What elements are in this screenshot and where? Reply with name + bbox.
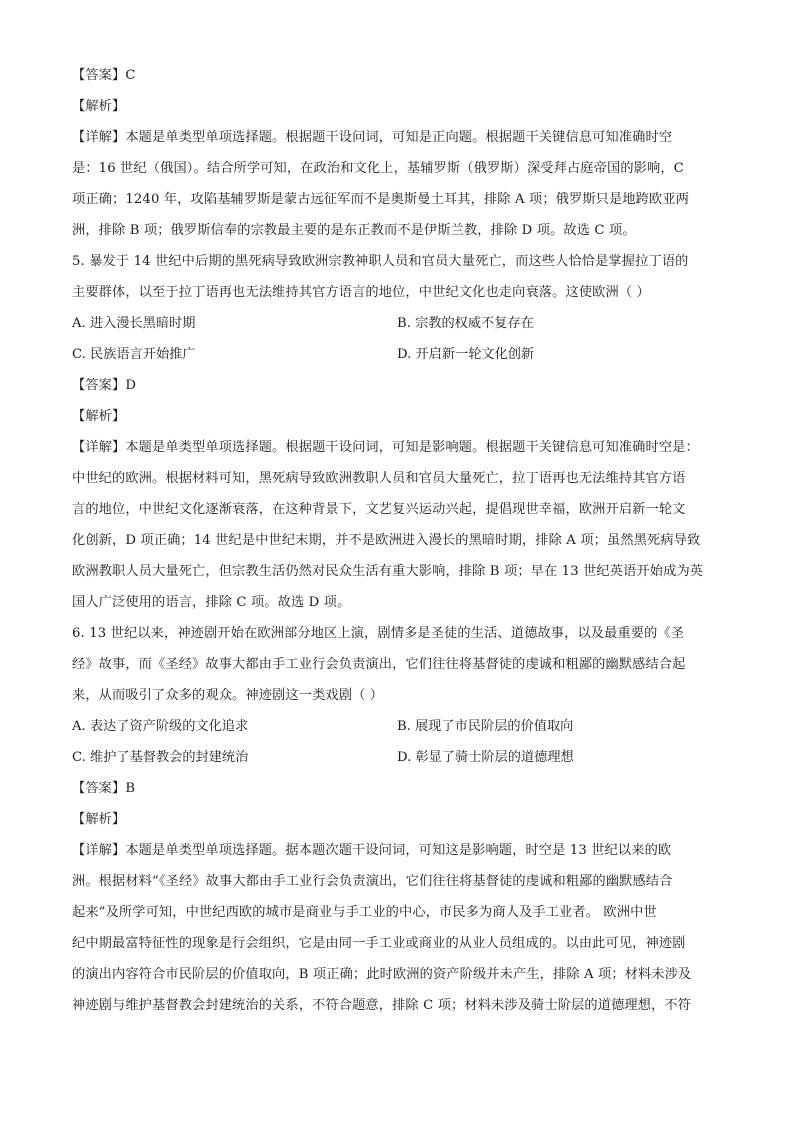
q6-detail-line: 的演出内容符合市民阶层的价值取向，B 项正确；此时欧洲的资产阶级并未产生，排除 A 项；材料未涉及 <box>72 967 692 982</box>
q5-options-row-2 <box>72 339 722 370</box>
q6-analysis-label: 【解析】 <box>72 812 126 827</box>
q4-detail-line: 项正确；1240 年，攻陷基辅罗斯是蒙古远征军而不是奥斯曼土耳其，排除 A 项；俄罗斯只是地跨欧亚两 <box>72 192 690 207</box>
q4-detail-line: 是：16 世纪（俄国）。结合所学可知，在政治和文化上，基辅罗斯（俄罗斯）深受拜占庭帝国的影响，C <box>72 161 684 176</box>
q6-detail-line: 纪中期最富特征性的现象是行会组织，它是由同一手工业或商业的从业人员组成的。以由此可见，神迹剧 <box>72 936 686 951</box>
q4-analysis-label: 【解析】 <box>72 99 126 114</box>
q6-detail-line: 【详解】本题是单类型单项选择题。据本题次题干设问词，可知这是影响题，时空是 13 世纪以来的欧 <box>72 843 672 858</box>
q6-stem-line: 6. 13 世纪以来，神迹剧开始在欧洲部分地区上演，剧情多是圣徒的生活、道德故事，以及最重要的《圣 <box>72 626 685 641</box>
q5-detail-line: 【详解】本题是单类型单项选择题。根据题干设问词，可知是影响题。根据题干关键信息可知准确时空是： <box>72 440 699 455</box>
q5-answer: 【答案】D <box>72 378 137 393</box>
q6-option-c: C. 维护了基督教会的封建统治 <box>72 750 249 765</box>
q5-options-row-1 <box>72 308 722 339</box>
q6-option-d: D. 彰显了骑士阶层的道德理想 <box>397 750 574 765</box>
q6-stem-line: 来，从而吸引了众多的观众。神迹剧这一类戏剧（ ） <box>72 688 384 703</box>
q4-detail-line: 【详解】本题是单类型单项选择题。根据题干设问词，可知是正向题。根据题干关键信息可知准确时空 <box>72 130 673 145</box>
q5-detail-line: 言的地位，中世纪文化逐渐衰落，在这种背景下，文艺复兴运动兴起，提倡现世幸福，欧洲开启新一轮文 <box>72 502 686 517</box>
q6-detail-line: 神迹剧与维护基督教会封建统治的关系，不符合题意，排除 C 项；材料未涉及骑士阶层的道德理想，不符 <box>72 998 692 1013</box>
q5-option-c: C. 民族语言开始推广 <box>72 347 196 362</box>
q6-option-b: B. 展现了市民阶层的价值取向 <box>397 719 574 734</box>
q6-option-a: A. 表达了资产阶级的文化追求 <box>72 719 249 734</box>
q6-options-row-1 <box>72 711 722 742</box>
q4-detail-line: 洲，排除 B 项；俄罗斯信奉的宗教最主要的是东正教而不是伊斯兰教，排除 D 项。故选 C 项。 <box>72 223 636 238</box>
q6-stem-line: 经》故事，而《圣经》故事大都由手工业行会负责演出，它们往往将基督徒的虔诚和粗鄙的幽默感结合起 <box>72 657 686 672</box>
q4-answer: 【答案】C <box>72 68 136 83</box>
exam-answer-page <box>72 60 722 1021</box>
q6-detail-line: 洲。根据材料“《圣经》故事大都由手工业行会负责演出，它们往往将基督徒的虔诚和粗鄙的幽默感结合 <box>72 874 673 889</box>
q5-detail-line: 中世纪的欧洲。根据材料可知，黑死病导致欧洲教职人员和官员大量死亡，拉丁语再也无法维持其官方语 <box>72 471 686 486</box>
q5-option-b: B. 宗教的权威不复存在 <box>397 316 534 331</box>
q5-option-d: D. 开启新一轮文化创新 <box>397 347 535 362</box>
q6-answer: 【答案】B <box>72 781 136 796</box>
q5-stem-line: 5. 暴发于 14 世纪中后期的黑死病导致欧洲宗教神职人员和官员大量死亡，而这些人恰恰是掌握拉丁语的 <box>72 254 689 269</box>
q6-options-row-2 <box>72 742 722 773</box>
q5-detail-line: 国人广泛使用的语言，排除 C 项。故选 D 项。 <box>72 595 351 610</box>
q5-stem-line: 主要群体，以至于拉丁语再也无法维持其官方语言的地位，中世纪文化也走向衰落。这使欧洲（ ） <box>72 285 650 300</box>
q5-detail-line: 欧洲教职人员大量死亡，但宗教生活仍然对民众生活有重大影响，排除 B 项；早在 13 世纪英语开始成为英 <box>72 564 704 579</box>
q5-option-a: A. 进入漫长黑暗时期 <box>72 316 196 331</box>
q6-detail-line: 起来”及所学可知，中世纪西欧的城市是商业与手工业的中心，市民多为商人及手工业者。 欧洲中世 <box>72 905 657 920</box>
q5-detail-line: 化创新，D 项正确；14 世纪是中世纪末期，并不是欧洲进入漫长的黑暗时期，排除 A 项；虽然黑死病导致 <box>72 533 701 548</box>
q5-analysis-label: 【解析】 <box>72 409 126 424</box>
